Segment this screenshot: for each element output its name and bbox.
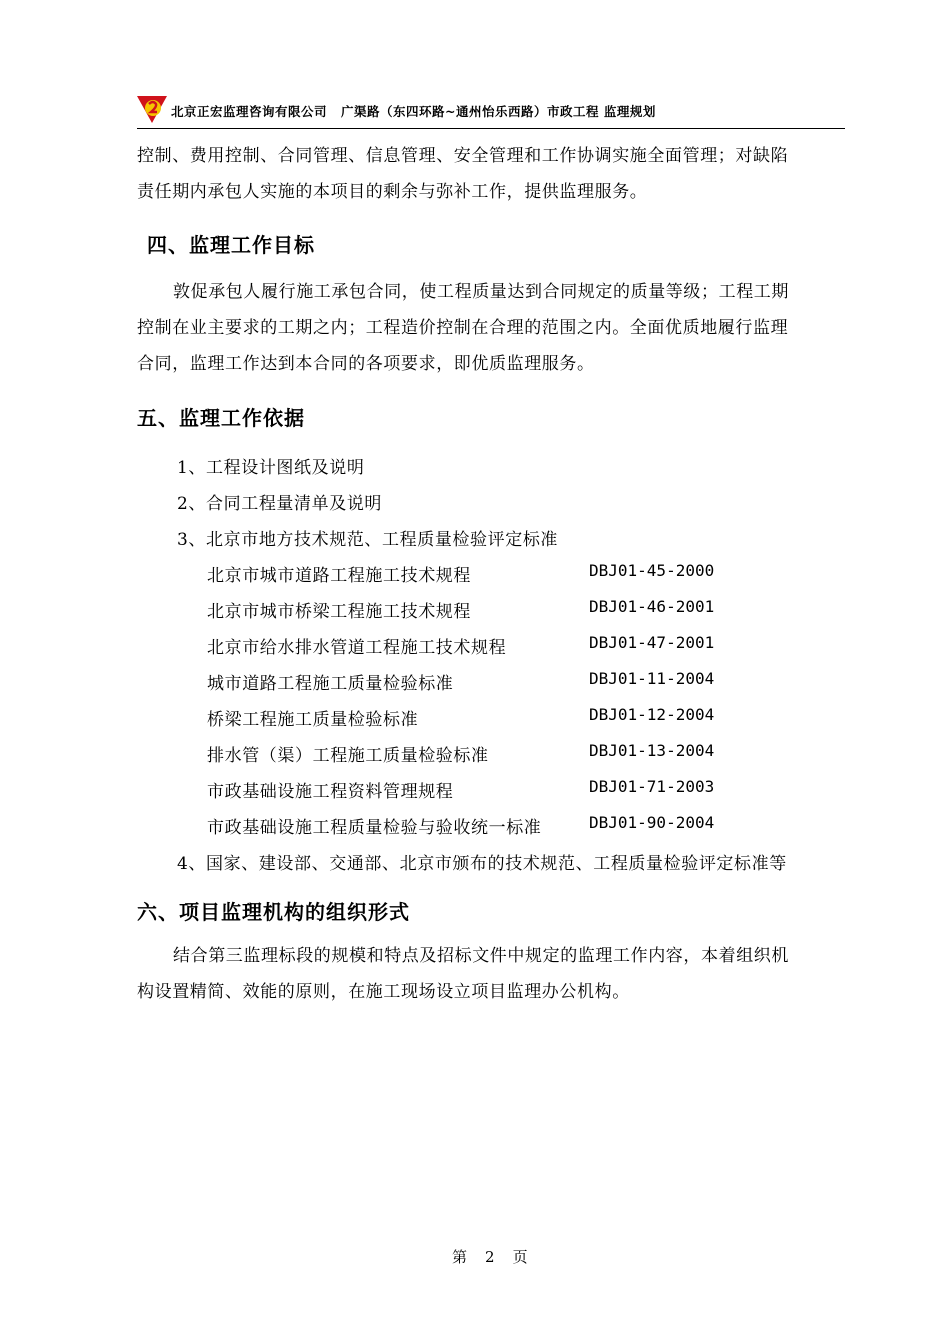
standard-row [207,633,827,657]
section-6-heading: 六、项目监理机构的组织形式 [137,900,410,924]
standard-row [207,741,827,765]
standard-code: DBJ01-11-2004 [589,669,715,688]
standard-code: DBJ01-12-2004 [589,705,715,724]
standard-name: 桥梁工程施工质量检验标准 [207,710,419,730]
standard-code: DBJ01-45-2000 [589,561,715,580]
standard-name: 城市道路工程施工质量检验标准 [207,674,454,694]
standard-row [207,561,827,585]
section-4-heading: 四、监理工作目标 [147,233,315,257]
section-5-item-2: 2、合同工程量清单及说明 [177,494,383,514]
standard-name: 市政基础设施工程质量检验与验收统一标准 [207,818,542,838]
section-5-item-1: 1、工程设计图纸及说明 [177,458,365,478]
section-4-line-2: 控制在业主要求的工期之内；工程造价控制在合理的范围之内。全面优质地履行监理 [137,318,789,338]
standard-name: 北京市城市桥梁工程施工技术规程 [207,602,471,622]
footer-suffix: 页 [512,1248,528,1266]
page-number: 2 [485,1248,495,1266]
section-4-line-3: 合同，监理工作达到本合同的各项要求，即优质监理服务。 [137,354,595,374]
page-footer [452,1246,528,1267]
header-text [171,102,656,120]
section-5-heading: 五、监理工作依据 [137,406,305,430]
section-5-item-4: 4、国家、建设部、交通部、北京市颁布的技术规范、工程质量检验评定标准等 [177,854,787,874]
standard-code: DBJ01-71-2003 [589,777,715,796]
standard-name: 北京市给水排水管道工程施工技术规程 [207,638,507,658]
company-logo-icon [137,94,167,124]
standard-row [207,813,827,837]
page-header [137,90,845,130]
standard-name: 北京市城市道路工程施工技术规程 [207,566,471,586]
standard-code: DBJ01-47-2001 [589,633,715,652]
standard-row [207,705,827,729]
intro-line-1: 控制、费用控制、合同管理、信息管理、安全管理和工作协调实施全面管理；对缺陷 [137,146,789,166]
standard-code: DBJ01-46-2001 [589,597,715,616]
standard-row [207,597,827,621]
standard-code: DBJ01-13-2004 [589,741,715,760]
section-6-line-2: 构设置精简、效能的原则，在施工现场设立项目监理办公机构。 [137,982,630,1002]
standard-name: 排水管（渠）工程施工质量检验标准 [207,746,489,766]
standard-code: DBJ01-90-2004 [589,813,715,832]
header-company: 北京正宏监理咨询有限公司 [171,104,328,119]
standard-row [207,669,827,693]
section-6-line-1: 结合第三监理标段的规模和特点及招标文件中规定的监理工作内容，本着组织机 [173,946,789,966]
section-4-line-1: 敦促承包人履行施工承包合同，使工程质量达到合同规定的质量等级；工程工期 [173,282,789,302]
header-project: 广渠路（东四环路~通州怡乐西路）市政工程 监理规划 [341,104,656,119]
section-5-item-3: 3、北京市地方技术规范、工程质量检验评定标准 [177,530,559,550]
standard-name: 市政基础设施工程资料管理规程 [207,782,454,802]
footer-prefix: 第 [452,1248,468,1266]
standard-row [207,777,827,801]
intro-line-2: 责任期内承包人实施的本项目的剩余与弥补工作，提供监理服务。 [137,182,648,202]
header-rule [137,128,845,129]
